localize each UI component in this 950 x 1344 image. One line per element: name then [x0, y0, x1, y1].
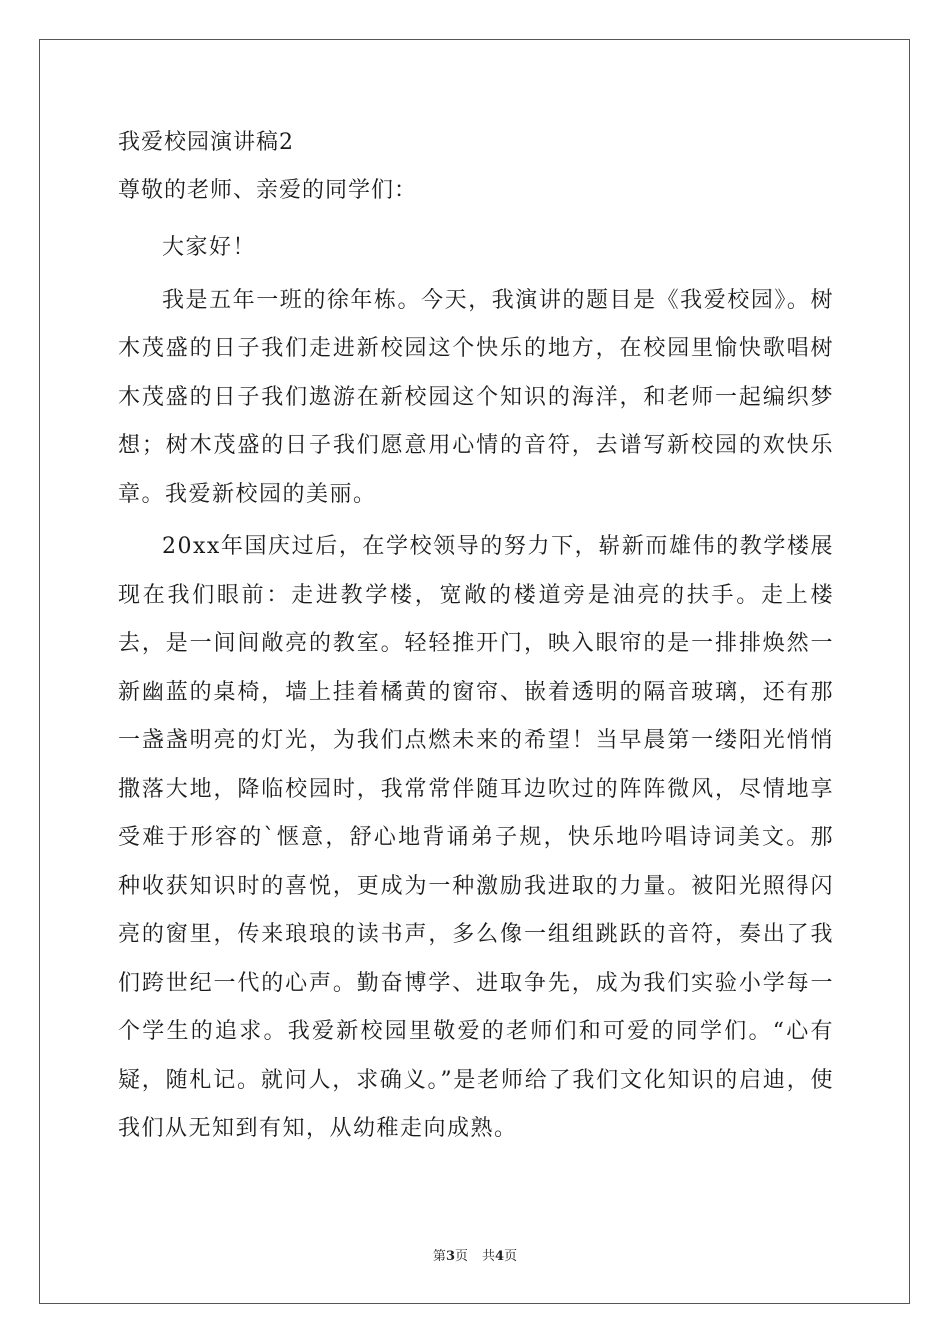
footer-page-prefix: 第	[432, 1249, 446, 1264]
paragraph-greeting: 大家好！	[162, 235, 257, 260]
footer-page-current: 3	[445, 1249, 455, 1264]
footer-page-suffix: 页	[454, 1249, 468, 1264]
document-title: 我爱校园演讲稿2	[118, 130, 294, 155]
footer-page-total: 4	[495, 1249, 505, 1264]
page-footer	[0, 1248, 950, 1266]
paragraph-body: 20xx年国庆过后，在学校领导的努力下，崭新而雄伟的教学楼展现在我们眼前：走进教学楼，宽敞的楼道旁是油亮的扶手。走上楼去，是一间间敞亮的教室。轻轻推开门，映入眼帘的是一排排焕然一新幽蓝的桌椅，墙上挂着橘黄的窗帘、嵌着透明的隔音玻璃，还有那一盏盏明亮的灯光，为我们点燃未来的希望！当早晨第一缕阳光悄悄撒落大地，降临校园时，我常常伴随耳边吹过的阵阵微风，尽情地享受难于形容的`惬意，舒心地背诵弟子规，快乐地吟唱诗词美文。那种收获知识时的喜悦，更成为一种激励我进取的力量。被阳光照得闪亮的窗里，传来琅琅的读书声，多么像一组组跳跃的音符，奏出了我们跨世纪一代的心声。勤奋博学、进取争先，成为我们实验小学每一个学生的追求。我爱新校园里敬爱的老师们和可爱的同学们。“心有疑，随札记。就问人，求确义。”是老师给了我们文化知识的启迪，使我们从无知到有知，从幼稚走向成熟。	[118, 534, 834, 1141]
footer-total-suffix: 页	[504, 1249, 518, 1264]
document-body	[118, 128, 834, 1154]
salutation: 尊敬的老师、亲爱的同学们：	[118, 178, 418, 203]
paragraph-intro: 我是五年一班的徐年栋。今天，我演讲的题目是《我爱校园》。树木茂盛的日子我们走进新校园这个快乐的地方，在校园里愉快歌唱树木茂盛的日子我们遨游在新校园这个知识的海洋，和老师一起编织梦想；树木茂盛的日子我们愿意用心情的音符，去谱写新校园的欢快乐章。我爱新校园的美丽。	[118, 287, 834, 507]
footer-total-prefix: 共	[482, 1249, 496, 1264]
